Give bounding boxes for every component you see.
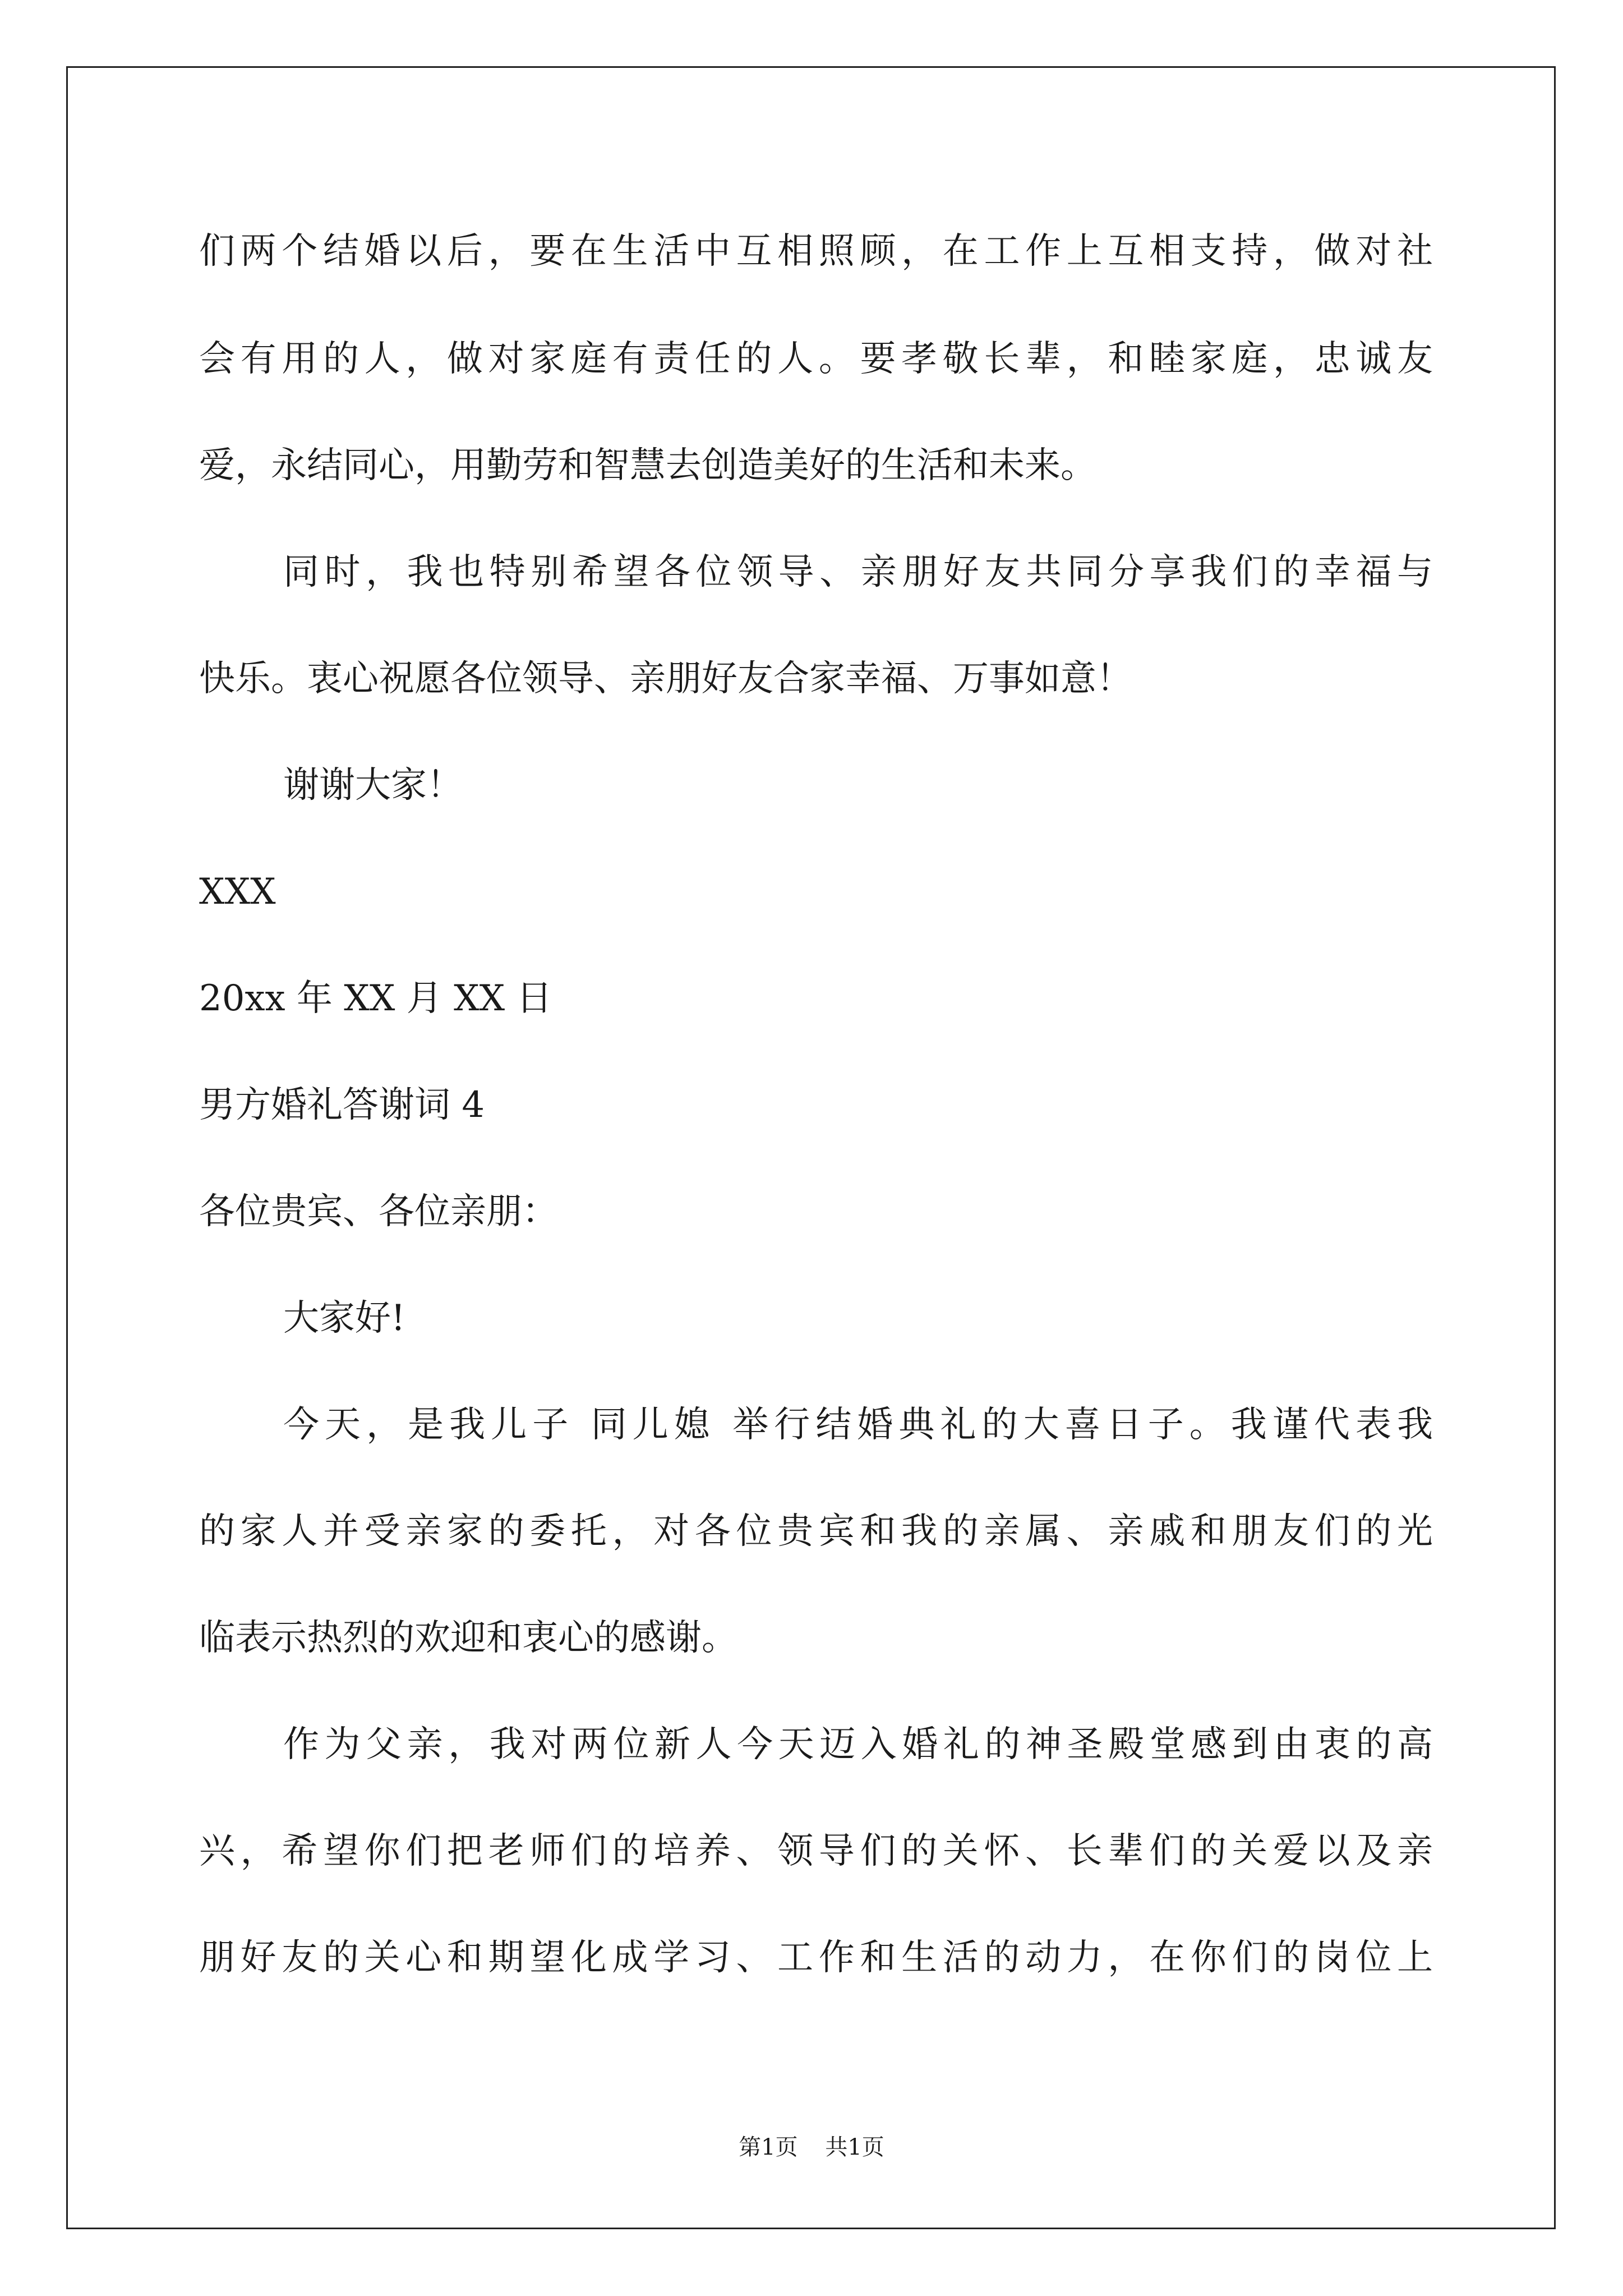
body-line: 爱，永结同心，用勤劳和智慧去创造美好的生活和未来。 (199, 445, 1096, 486)
body-line: 兴，希望你们把老师们的培养、领导们的关怀、长辈们的关爱以及亲 (199, 1830, 1433, 1872)
paragraph-start-line: 今天，是我儿子 同儿媳 举行结婚典礼的大喜日子。我谨代表我 (283, 1404, 1433, 1446)
body-line: 快乐。衷心祝愿各位领导、亲朋好友合家幸福、万事如意！ (199, 658, 1132, 700)
page-footer (0, 2134, 1623, 2161)
greeting: 大家好! (283, 1297, 405, 1339)
salutation: 各位贵宾、各位亲朋： (199, 1191, 558, 1232)
signature-date: 20xx 年 XX 月 XX 日 (199, 978, 552, 1019)
section-heading: 男方婚礼答谢词 4 (199, 1084, 485, 1126)
body-line: 临表示热烈的欢迎和衷心的感谢。 (199, 1617, 737, 1659)
page-number: 第1页 (739, 2134, 798, 2160)
thanks-line: 谢谢大家！ (283, 765, 463, 806)
body-line: 朋好友的关心和期望化成学习、工作和生活的动力，在你们的岗位上 (199, 1937, 1433, 1978)
page-total: 共1页 (825, 2134, 884, 2160)
body-line: 会有用的人，做对家庭有责任的人。要孝敬长辈，和睦家庭，忠诚友 (199, 338, 1433, 380)
signature-name: XXX (199, 871, 276, 913)
page-border (66, 66, 1556, 2229)
body-line: 的家人并受亲家的委托，对各位贵宾和我的亲属、亲戚和朋友们的光 (199, 1511, 1433, 1552)
body-line: 们两个结婚以后，要在生活中互相照顾，在工作上互相支持，做对社 (199, 231, 1433, 272)
paragraph-start-line: 同时，我也特别希望各位领导、亲朋好友共同分享我们的幸福与 (283, 551, 1433, 593)
paragraph-start-line: 作为父亲，我对两位新人今天迈入婚礼的神圣殿堂感到由衷的高 (283, 1724, 1433, 1765)
